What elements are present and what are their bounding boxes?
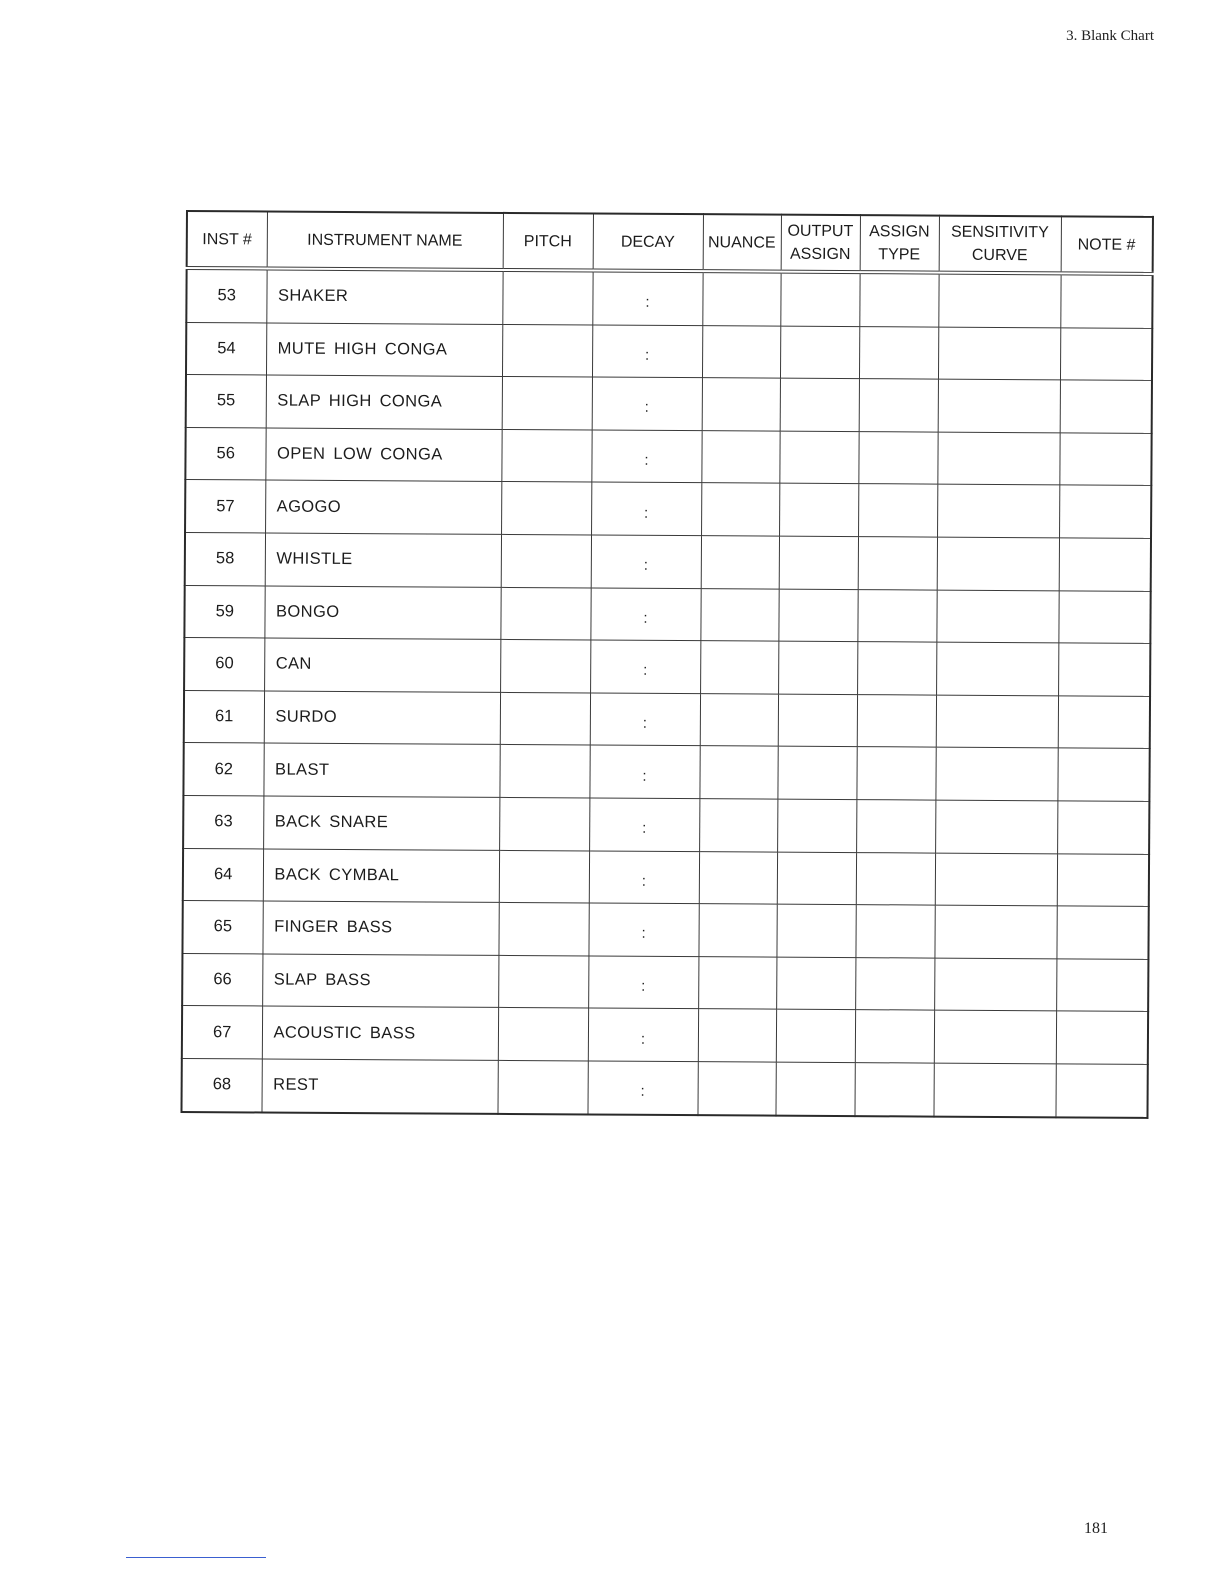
instrument-name-cell: ACOUSTIC BASS [262,1006,498,1060]
pitch-cell[interactable] [499,745,589,798]
nuance-cell[interactable] [701,430,779,483]
inst-number-cell: 66 [182,953,262,1006]
inst-number-cell: 56 [185,427,265,480]
pitch-cell[interactable] [501,482,591,535]
table-row [183,743,1149,801]
sensitivity-curve-cell[interactable] [938,379,1060,432]
decay-cell[interactable]: : [587,1061,697,1115]
output-assign-cell[interactable] [777,852,856,905]
instrument-name-cell: BACK CYMBAL [263,849,499,903]
header-nuance: NUANCE [703,214,781,271]
output-assign-cell[interactable] [778,589,857,642]
assign-type-cell[interactable] [856,747,935,800]
decay-cell[interactable]: : [589,745,699,798]
page-number: 181 [1084,1520,1108,1537]
header-note-num: NOTE # [1061,216,1153,274]
nuance-cell[interactable] [700,588,778,641]
header-output-assign-line1: OUTPUT [787,222,854,241]
note-number-cell[interactable] [1059,433,1151,486]
pitch-cell[interactable] [502,324,592,377]
decay-cell[interactable]: : [592,325,702,378]
output-assign-cell[interactable] [779,484,858,537]
pitch-cell[interactable] [499,850,589,903]
sensitivity-curve-cell[interactable] [934,905,1056,958]
table-row [182,953,1148,1011]
table-row [186,375,1152,433]
note-number-cell[interactable] [1056,906,1148,959]
decay-cell[interactable]: : [588,956,698,1009]
nuance-cell[interactable] [699,746,777,799]
inst-number-cell: 54 [186,322,266,375]
note-number-cell[interactable] [1057,853,1149,906]
sensitivity-curve-cell[interactable] [934,958,1056,1011]
pitch-cell[interactable] [502,270,592,325]
sensitivity-curve-cell[interactable] [937,537,1059,590]
header-output-assign-line2: ASSIGN [789,245,851,264]
table-row [182,1006,1148,1064]
output-assign-cell[interactable] [776,957,855,1010]
note-number-cell[interactable] [1060,380,1152,433]
table-row [185,427,1151,485]
note-number-cell[interactable] [1058,643,1150,696]
decay-cell[interactable]: : [592,377,702,430]
blank-chart [180,210,1151,1118]
table-row [186,268,1152,328]
output-assign-cell[interactable] [780,378,859,431]
instrument-name-cell: BONGO [264,586,500,640]
sensitivity-curve-cell[interactable] [935,800,1057,853]
inst-number-cell: 63 [183,795,263,848]
assign-type-cell[interactable] [854,1063,933,1117]
inst-number-cell: 60 [184,638,264,691]
instrument-name-cell: BACK SNARE [263,796,499,850]
table-row [181,1058,1147,1117]
pitch-cell[interactable] [497,1060,587,1114]
decay-cell[interactable]: : [589,798,699,851]
header-row [187,211,1153,274]
nuance-cell[interactable] [701,483,779,536]
nuance-cell[interactable] [700,641,778,694]
instrument-name-cell: WHISTLE [265,533,501,587]
output-assign-cell[interactable] [780,326,859,379]
table-row [182,901,1148,959]
sensitivity-curve-cell[interactable] [938,273,1060,328]
running-header: 3. Blank Chart [1066,28,1154,44]
output-assign-cell[interactable] [777,799,856,852]
inst-number-cell: 58 [185,532,265,585]
assign-type-cell[interactable] [859,272,938,327]
table-row [184,585,1150,643]
inst-number-cell: 61 [184,690,264,743]
assign-type-cell[interactable] [855,1010,934,1063]
header-sensitivity-curve [939,216,1061,274]
inst-number-cell: 59 [184,585,264,638]
sensitivity-curve-cell[interactable] [935,853,1057,906]
instrument-name-cell: SHAKER [266,268,502,324]
note-number-cell[interactable] [1057,801,1149,854]
nuance-cell[interactable] [699,799,777,852]
table-row [184,638,1150,696]
header-pitch: PITCH [503,213,593,271]
note-number-cell[interactable] [1060,273,1152,328]
assign-type-cell[interactable] [856,852,935,905]
instrument-name-cell: BLAST [263,743,499,797]
pitch-cell[interactable] [500,640,590,693]
nuance-cell[interactable] [699,851,777,904]
nuance-cell[interactable] [702,325,780,378]
nuance-cell[interactable] [698,1009,776,1062]
inst-number-cell: 67 [182,1006,262,1059]
pitch-cell[interactable] [500,692,590,745]
nuance-cell[interactable] [698,956,776,1009]
header-inst-num: INST # [187,211,267,268]
table-row [183,848,1149,906]
decay-cell[interactable]: : [590,693,700,746]
output-assign-cell[interactable] [778,641,857,694]
note-number-cell[interactable] [1059,538,1151,591]
assign-type-cell[interactable] [857,589,936,642]
output-assign-cell[interactable] [776,904,855,957]
table-row [184,690,1150,748]
assign-type-cell[interactable] [859,326,938,379]
sensitivity-curve-cell[interactable] [937,432,1059,485]
header-decay: DECAY [593,213,703,271]
table-row [185,480,1151,538]
note-number-cell[interactable] [1056,1011,1148,1064]
decay-cell[interactable]: : [589,851,699,904]
table-row [183,795,1149,853]
sensitivity-curve-cell[interactable] [936,642,1058,695]
instrument-name-cell: SLAP HIGH CONGA [266,375,502,429]
pitch-cell[interactable] [498,903,588,956]
output-assign-cell[interactable] [778,694,857,747]
assign-type-cell[interactable] [857,694,936,747]
nuance-cell[interactable] [697,1062,775,1116]
output-assign-cell[interactable] [776,1009,855,1062]
inst-number-cell: 57 [185,480,265,533]
header-assign-type-line1: ASSIGN [869,223,930,241]
note-number-cell[interactable] [1059,485,1151,538]
instrument-name-cell: AGOGO [265,480,501,534]
header-instrument-name: INSTRUMENT NAME [267,211,503,269]
instrument-name-cell: CAN [264,638,500,692]
sensitivity-curve-cell[interactable] [938,327,1060,380]
output-assign-cell[interactable] [780,272,859,327]
instrument-name-cell: SLAP BASS [262,954,498,1008]
decay-cell[interactable]: : [591,535,701,588]
inst-number-cell: 68 [181,1058,261,1112]
output-assign-cell[interactable] [779,431,858,484]
instrument-name-cell: SURDO [264,691,500,745]
pitch-cell[interactable] [498,955,588,1008]
nuance-cell[interactable] [701,536,779,589]
note-number-cell[interactable] [1055,1064,1147,1118]
assign-type-cell[interactable] [855,957,934,1010]
sensitivity-curve-cell[interactable] [937,484,1059,537]
output-assign-cell[interactable] [775,1062,854,1116]
assign-type-cell[interactable] [858,537,937,590]
sensitivity-curve-cell[interactable] [935,747,1057,800]
sensitivity-curve-cell[interactable] [934,1010,1056,1063]
assign-type-cell[interactable] [858,431,937,484]
note-number-cell[interactable] [1056,959,1148,1012]
inst-number-cell: 62 [183,743,263,796]
nuance-cell[interactable] [698,904,776,957]
sensitivity-curve-cell[interactable] [936,695,1058,748]
instrument-name-cell: MUTE HIGH CONGA [266,323,502,377]
instrument-chart-table [180,210,1153,1118]
note-number-cell[interactable] [1060,327,1152,380]
assign-type-cell[interactable] [857,642,936,695]
note-number-cell[interactable] [1057,748,1149,801]
decay-cell[interactable]: : [588,1008,698,1061]
pitch-cell[interactable] [498,1008,588,1061]
header-sensitivity-curve-line1: SENSITIVITY [950,223,1049,242]
decay-cell[interactable]: : [590,640,700,693]
sensitivity-curve-cell[interactable] [936,590,1058,643]
footer-rule [126,1557,266,1558]
output-assign-cell[interactable] [777,746,856,799]
inst-number-cell: 64 [183,848,263,901]
instrument-name-cell: OPEN LOW CONGA [265,428,501,482]
pitch-cell[interactable] [501,429,591,482]
inst-number-cell: 55 [186,375,266,428]
header-sensitivity-curve-line2: CURVE [971,246,1028,265]
output-assign-cell[interactable] [779,536,858,589]
decay-cell[interactable]: : [591,430,701,483]
nuance-cell[interactable] [700,693,778,746]
sensitivity-curve-cell[interactable] [933,1063,1055,1117]
header-output-assign [781,215,860,272]
pitch-cell[interactable] [500,587,590,640]
note-number-cell[interactable] [1058,696,1150,749]
instrument-name-cell: REST [261,1059,497,1114]
nuance-cell[interactable] [702,378,780,431]
assign-type-cell[interactable] [856,800,935,853]
table-row [185,532,1151,590]
inst-number-cell: 65 [182,901,262,954]
assign-type-cell[interactable] [858,484,937,537]
header-assign-type [860,215,939,272]
nuance-cell[interactable] [702,271,780,326]
decay-cell[interactable]: : [591,482,701,535]
assign-type-cell[interactable] [859,379,938,432]
decay-cell[interactable]: : [588,903,698,956]
pitch-cell[interactable] [501,534,591,587]
instrument-name-cell: FINGER BASS [262,901,498,955]
table-row [186,322,1152,380]
inst-number-cell: 53 [186,268,266,323]
assign-type-cell[interactable] [855,905,934,958]
decay-cell[interactable]: : [590,588,700,641]
decay-cell[interactable]: : [592,270,702,325]
header-assign-type-line2: TYPE [878,246,921,264]
pitch-cell[interactable] [502,377,592,430]
note-number-cell[interactable] [1058,590,1150,643]
pitch-cell[interactable] [499,797,589,850]
